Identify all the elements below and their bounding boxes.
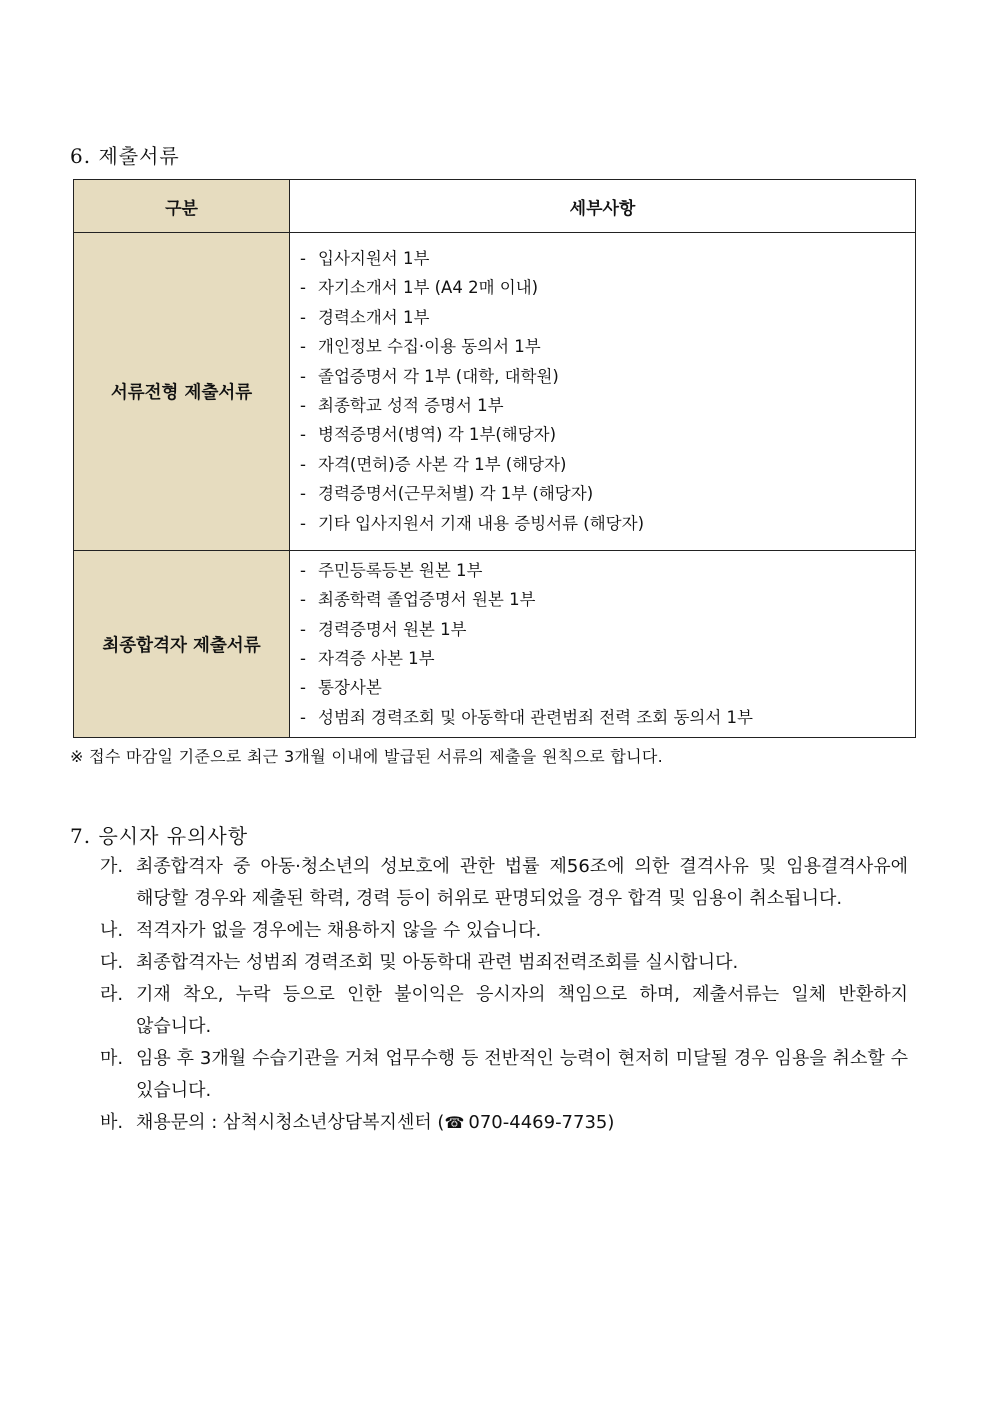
list-item — [100, 851, 908, 915]
list-text: 적격자가 없을 경우에는 채용하지 않을 수 있습니다. — [136, 920, 542, 941]
document-item — [300, 673, 915, 702]
item-text: 자격증 사본 1부 — [318, 649, 435, 669]
document-item — [300, 391, 915, 420]
documents-table — [73, 179, 916, 738]
list-marker: 나. — [100, 920, 124, 941]
submission-note: ※ 접수 마감일 기준으로 최근 3개월 이내에 발급된 서류의 제출을 원칙으로 합니다. — [70, 747, 664, 766]
item-dash: - — [300, 560, 306, 580]
header-detail: 세부사항 — [290, 180, 916, 233]
item-text: 경력증명서 원본 1부 — [318, 619, 467, 639]
list-item — [100, 979, 908, 1043]
item-dash: - — [300, 513, 306, 533]
list-text: 기재 착오, 누락 등으로 인한 불이익은 응시자의 책임으로 하며, 제출서류는 일체 반환하지 않습니다. — [136, 984, 908, 1037]
section-7-title: 7. 응시자 유의사항 — [70, 824, 249, 848]
item-text: 입사지원서 1부 — [318, 249, 430, 268]
item-text: 자기소개서 1부 (A4 2매 이내) — [318, 278, 539, 298]
item-dash: - — [300, 649, 306, 669]
contact-label: 채용문의 : 삼척시청소년상담복지센터 ( — [136, 1112, 445, 1133]
item-text: 개인정보 수집·이용 동의서 1부 — [318, 337, 541, 357]
list-text: 최종합격자 중 아동·청소년의 성보호에 관한 법률 제56조에 의한 결격사유 및 임용결격사유에 해당할 경우와 제출된 학력, 경력 등이 허위로 판명되었을 경우 합격 및 임용이 취소됩니다. — [136, 856, 908, 909]
list-item — [100, 915, 908, 947]
item-dash: - — [300, 425, 306, 445]
document-item — [300, 244, 915, 273]
item-text: 경력소개서 1부 — [318, 307, 430, 327]
item-dash: - — [300, 249, 306, 268]
table-header-row — [74, 180, 916, 233]
table-row — [74, 233, 916, 551]
item-dash: - — [300, 307, 306, 327]
item-dash: - — [300, 395, 306, 415]
item-dash: - — [300, 366, 306, 386]
document-item — [300, 450, 915, 479]
section-6-title: 6. 제출서류 — [70, 144, 180, 168]
item-text: 주민등록등본 원본 1부 — [318, 560, 483, 580]
item-text: 통장사본 — [318, 678, 382, 698]
item-text: 최종학력 졸업증명서 원본 1부 — [318, 590, 536, 610]
list-item — [100, 1043, 908, 1107]
document-item — [300, 615, 915, 644]
document-item — [300, 644, 915, 673]
list-marker: 마. — [100, 1048, 124, 1069]
list-marker: 바. — [100, 1112, 124, 1133]
contact-phone: 070-4469-7735) — [468, 1112, 615, 1133]
item-dash: - — [300, 337, 306, 357]
notice-list — [100, 851, 908, 1139]
item-text: 최종학교 성적 증명서 1부 — [318, 395, 504, 415]
list-item-contact — [100, 1107, 908, 1139]
list-text: 최종합격자는 성범죄 경력조회 및 아동학대 관련 범죄전력조회를 실시합니다. — [136, 952, 739, 973]
list-marker: 라. — [100, 984, 124, 1005]
document-item — [300, 420, 915, 449]
list-marker: 다. — [100, 952, 124, 973]
table-row — [74, 550, 916, 737]
document-item — [300, 703, 915, 732]
document-item — [300, 479, 915, 508]
item-dash: - — [300, 619, 306, 639]
item-dash: - — [300, 590, 306, 610]
document-item — [300, 556, 915, 585]
contact-text — [136, 1107, 908, 1139]
item-dash: - — [300, 678, 306, 698]
document-item — [300, 585, 915, 614]
item-text: 자격(면허)증 사본 각 1부 (해당자) — [318, 454, 567, 474]
category-cell: 최종합격자 제출서류 — [74, 550, 290, 737]
phone-icon: ☎ — [444, 1113, 465, 1132]
document-item — [300, 509, 915, 538]
document-item — [300, 362, 915, 391]
header-category: 구분 — [74, 180, 290, 233]
item-dash: - — [300, 707, 306, 727]
item-text: 졸업증명서 각 1부 (대학, 대학원) — [318, 366, 559, 386]
category-cell: 서류전형 제출서류 — [74, 233, 290, 551]
document-item — [300, 273, 915, 302]
item-text: 성범죄 경력조회 및 아동학대 관련범죄 전력 조회 동의서 1부 — [318, 707, 753, 727]
list-text: 임용 후 3개월 수습기관을 거쳐 업무수행 등 전반적인 능력이 현저히 미달될 경우 임용을 취소할 수 있습니다. — [136, 1048, 908, 1101]
list-item — [100, 947, 908, 979]
items-cell — [290, 233, 916, 551]
items-cell — [290, 550, 916, 737]
item-dash: - — [300, 484, 306, 504]
item-dash: - — [300, 454, 306, 474]
item-text: 병적증명서(병역) 각 1부(해당자) — [318, 425, 557, 445]
document-item — [300, 332, 915, 361]
list-marker: 가. — [100, 856, 124, 877]
document-item — [300, 303, 915, 332]
item-text: 경력증명서(근무처별) 각 1부 (해당자) — [318, 484, 594, 504]
item-text: 기타 입사지원서 기재 내용 증빙서류 (해당자) — [318, 513, 645, 533]
item-dash: - — [300, 278, 306, 298]
